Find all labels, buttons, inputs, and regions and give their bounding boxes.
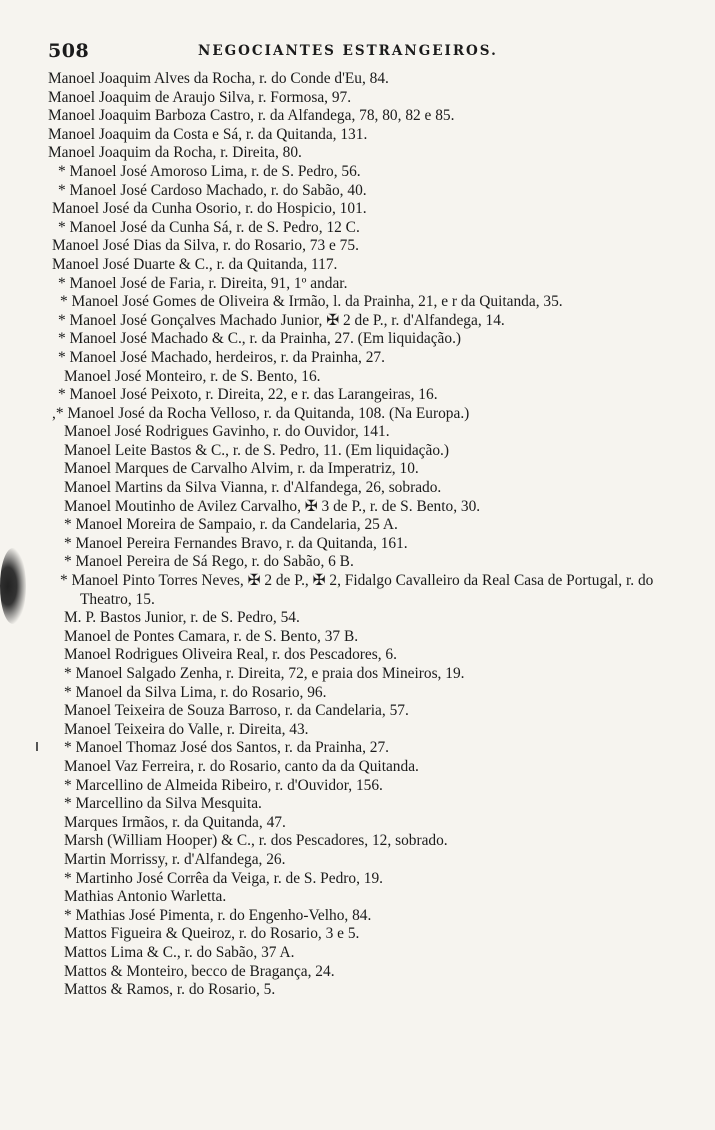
list-item: Manoel Joaquim de Araujo Silva, r. Formosa, 97. (48, 88, 352, 106)
list-item: M. P. Bastos Junior, r. de S. Pedro, 54. (64, 609, 300, 627)
list-item: * Manoel José Cardoso Machado, r. do Sabão, 40. (58, 181, 367, 199)
list-item: * Manoel José Amoroso Lima, r. de S. Pedro, 56. (58, 162, 361, 180)
list-item: * Manoel José Machado, herdeiros, r. da Prainha, 27. (58, 348, 385, 366)
list-item: Marsh (William Hooper) & C., r. dos Pescadores, 12, sobrado. (64, 832, 448, 850)
list-item: Manoel Joaquim Barboza Castro, r. da Alfandega, 78, 80, 82 e 85. (48, 107, 455, 125)
list-item: Martin Morrissy, r. d'Alfandega, 26. (64, 850, 286, 868)
list-item: Manoel Joaquim da Costa e Sá, r. da Quitanda, 131. (48, 125, 368, 143)
list-item: Manoel de Pontes Camara, r. de S. Bento, 37 B. (64, 627, 359, 645)
list-item: Manoel Teixeira do Valle, r. Direita, 43. (64, 720, 309, 738)
list-item: Manoel Moutinho de Avilez Carvalho, ✠ 3 de P., r. de S. Bento, 30. (64, 497, 481, 515)
list-item: Mattos Figueira & Queiroz, r. do Rosario, 3 e 5. (64, 925, 360, 943)
list-item: * Manoel Pinto Torres Neves, ✠ 2 de P., ✠ 2, Fidalgo Cavalleiro da Real Casa de Portugal, r. do Theatro, 15. (60, 572, 654, 608)
list-item: Manoel Martins da Silva Vianna, r. d'Alfandega, 26, sobrado. (64, 479, 442, 497)
list-item: Manoel Teixeira de Souza Barroso, r. da Candelaria, 57. (64, 702, 409, 720)
list-item: * Manoel Salgado Zenha, r. Direita, 72, e praia dos Mineiros, 19. (64, 665, 465, 682)
list-item: * Manoel José Peixoto, r. Direita, 22, e r. das Larangeiras, 16. (58, 386, 438, 404)
page-header (48, 40, 678, 62)
list-item: Manoel Joaquim Alves da Rocha, r. do Conde d'Eu, 84. (48, 70, 389, 87)
list-item: Mattos Lima & C., r. do Sabão, 37 A. (64, 943, 295, 961)
list-item: * Manoel José Gonçalves Machado Junior, ✠ 2 de P., r. d'Alfandega, 14. (58, 311, 505, 329)
list-item: Manoel Marques de Carvalho Alvim, r. da Imperatriz, 10. (64, 460, 419, 478)
list-item: * Martinho José Corrêa da Veiga, r. de S. Pedro, 19. (64, 869, 384, 887)
list-item: Manoel Rodrigues Oliveira Real, r. dos Pescadores, 6. (64, 646, 397, 664)
list-item: * Manoel José da Cunha Sá, r. de S. Pedro, 12 C. (58, 218, 360, 236)
ink-bleed-mark (0, 548, 26, 624)
list-item: Manoel José Rodrigues Gavinho, r. do Ouvidor, 141. (64, 423, 390, 441)
list-item: * Manoel José Gomes de Oliveira & Irmão, l. da Prainha, 21, e r da Quitanda, 35. (60, 293, 563, 311)
list-item: Manoel Vaz Ferreira, r. do Rosario, canto da da Quitanda. (64, 757, 419, 775)
list-item: * Marcellino da Silva Mesquita. (64, 795, 262, 813)
list-item: ,* Manoel José da Rocha Velloso, r. da Quitanda, 108. (Na Europa.) (52, 404, 470, 422)
list-item: * Manoel José de Faria, r. Direita, 91, 1º andar. (58, 274, 348, 292)
list-item: * Manoel José Machado & C., r. da Prainha, 27. (Em liquidação.) (58, 330, 462, 348)
list-item: * Manoel Pereira Fernandes Bravo, r. da Quitanda, 161. (64, 534, 408, 552)
page-number: 508 (48, 40, 90, 62)
running-head: NEGOCIANTES ESTRANGEIROS. (198, 43, 498, 59)
list-item: Manoel Joaquim da Rocha, r. Direita, 80. (48, 144, 302, 162)
list-item: * Marcellino de Almeida Ribeiro, r. d'Ouvidor, 156. (64, 776, 383, 794)
list-item: Manoel José Monteiro, r. de S. Bento, 16. (64, 367, 321, 385)
list-item: Mattos & Ramos, r. do Rosario, 5. (64, 981, 276, 999)
list-item: * Manoel da Silva Lima, r. do Rosario, 96. (64, 683, 327, 701)
list-item: Marques Irmãos, r. da Quitanda, 47. (64, 813, 286, 831)
list-item: Manoel José da Cunha Osorio, r. do Hospicio, 101. (52, 200, 367, 218)
list-item: Mathias Antonio Warletta. (64, 888, 227, 906)
list-item: * Manoel Thomaz José dos Santos, r. da Prainha, 27. (64, 739, 390, 757)
list-item: * Mathias José Pimenta, r. do Engenho-Velho, 84. (64, 906, 372, 924)
list-item: Manoel José Duarte & C., r. da Quitanda, 117. (52, 255, 338, 273)
list-item: Manoel José Dias da Silva, r. do Rosario, 73 e 75. (52, 237, 359, 255)
ink-speck (36, 742, 38, 751)
merchant-list (48, 70, 688, 1000)
list-item: * Manoel Pereira de Sá Rego, r. do Sabão, 6 B. (64, 553, 354, 571)
list-item: Mattos & Monteiro, becco de Bragança, 24. (64, 962, 335, 980)
list-item: * Manoel Moreira de Sampaio, r. da Candelaria, 25 A. (64, 516, 398, 534)
list-item: Manoel Leite Bastos & C., r. de S. Pedro, 11. (Em liquidação.) (64, 441, 449, 459)
